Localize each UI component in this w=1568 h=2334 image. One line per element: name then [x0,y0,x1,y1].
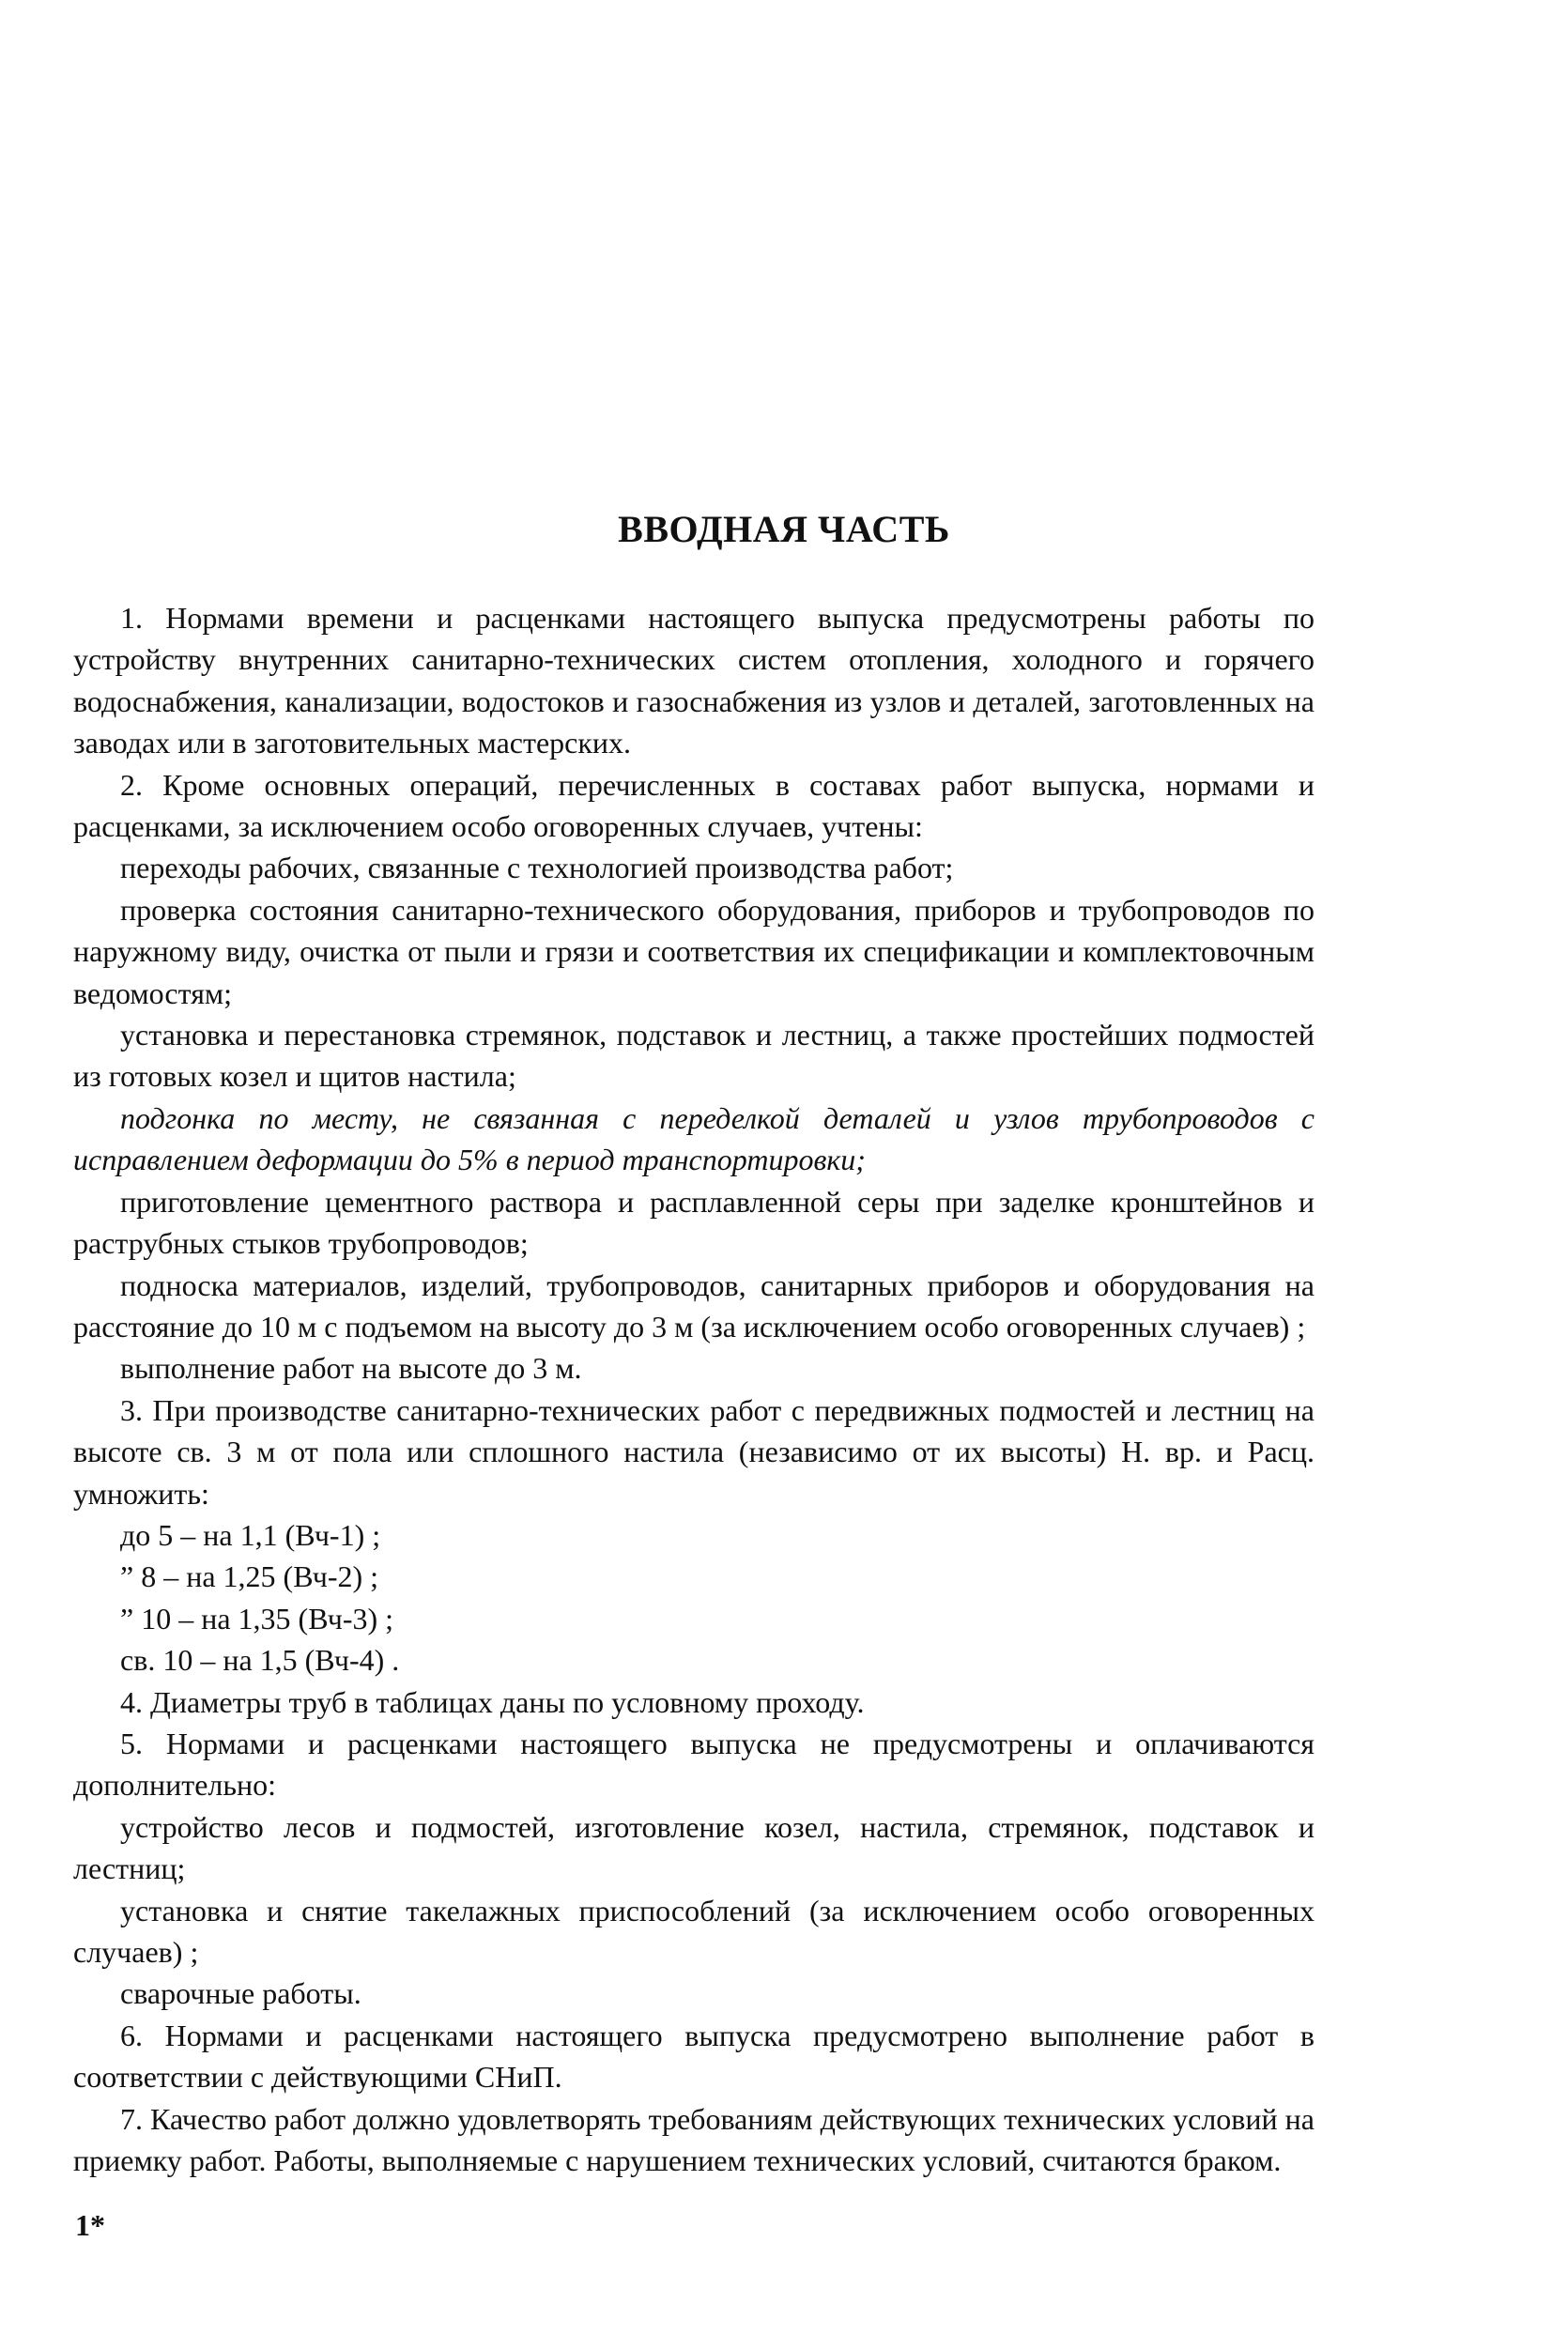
document-body [73,597,1314,2181]
paragraph-7: 7. Качество работ должно удовлетворять требованиям действующих технических условий на приемку работ. Работы, выполняемые с нарушением технических условий, считаются браком. [73,2101,1314,2178]
list-item: подноска материалов, изделий, трубопроводов, санитарных приборов и оборудования на расстояние до 10 м с подъемом на высоту до 3 м (за исключением особо оговоренных случаев) ; [73,1267,1314,1344]
paragraph-5: 5. Нормами и расценками настоящего выпуска не предусмотрены и оплачиваются дополнительно: [73,1726,1314,1803]
coefficient-item: до 5 – на 1,1 (Вч-1) ; [120,1517,381,1552]
page-marker: 1* [75,2208,105,2242]
list-item: устройство лесов и подмостей, изготовление козел, настила, стремянок, подставок и лестниц; [73,1809,1314,1886]
list-item: проверка состояния санитарно-технического оборудования, приборов и трубопроводов по наружному виду, очистка от пыли и грязи и соответствия их спецификации и комплектовочным ведомостям; [73,892,1314,1010]
list-item: установка и снятие такелажных приспособлений (за исключением особо оговоренных случаев) ; [73,1893,1314,1969]
coefficient-item: ” 10 – на 1,35 (Вч-3) ; [120,1601,394,1635]
list-item: приготовление цементного раствора и расплавленной серы при заделке кронштейнов и раструбных стыков трубопроводов; [73,1184,1314,1261]
list-item: установка и перестановка стремянок, подставок и лестниц, а также простейших подмостей из готовых козел и щитов настила; [73,1018,1314,1094]
coefficient-item: св. 10 – на 1,5 (Вч-4) . [120,1643,400,1678]
list-item: подгонка по месту, не связанная с переделкой деталей и узлов трубопроводов с исправлением деформации до 5% в период транспортировки; [73,1100,1314,1177]
list-item: выполнение работ на высоте до 3 м. [120,1351,582,1386]
paragraph-3: 3. При производстве санитарно-технических работ с передвижных подмостей и лестниц на высоте св. 3 м от пола или сплошного настила (независимо от их высоты) Н. вр. и Расц. умножить: [73,1392,1314,1511]
paragraph-6: 6. Нормами и расценками настоящего выпуска предусмотрено выполнение работ в соответствии с действующими СНиП. [73,2018,1314,2095]
list-item: сварочные работы. [120,1976,361,2011]
paragraph-4: 4. Диаметры труб в таблицах даны по условному проходу. [120,1684,865,1719]
page-title: ВВОДНАЯ ЧАСТЬ [618,508,950,550]
list-item: переходы рабочих, связанные с технологией производства работ; [120,851,954,885]
paragraph-1: 1. Нормами времени и расценками настоящего выпуска предусмотрены работы по устройству внутренних санитарно-технических систем отопления, холодного и горячего водоснабжения, канализации, водостоков и газоснабжения из узлов и деталей, заготовленных на заводах или в заготовительных мастерских. [73,601,1314,760]
paragraph-2: 2. Кроме основных операций, перечисленных в составах работ выпуска, нормами и расценками, за исключением особо оговоренных случаев, учтены: [73,767,1314,844]
coefficient-item: ” 8 – на 1,25 (Вч-2) ; [120,1559,379,1594]
